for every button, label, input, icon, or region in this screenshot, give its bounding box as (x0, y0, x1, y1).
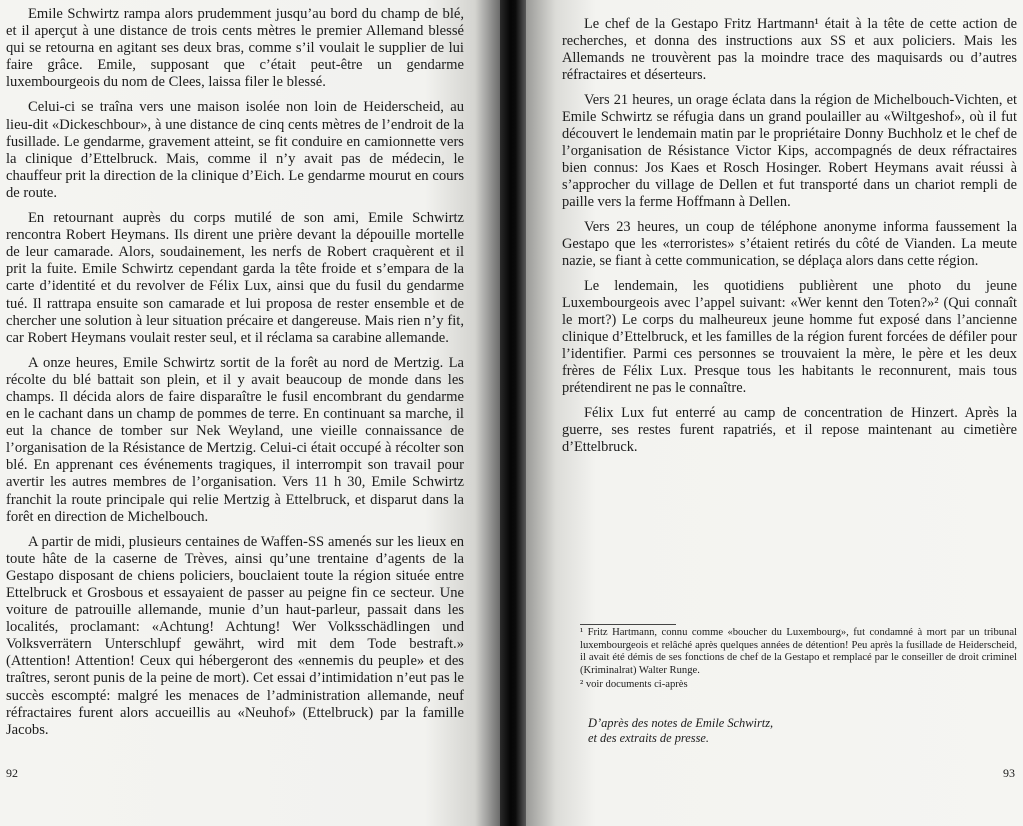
page-number-right: 93 (1003, 766, 1015, 780)
footnote-2: ² voir documents ci-après (580, 679, 688, 691)
source-credit (588, 716, 773, 746)
right-page (526, 0, 1023, 826)
right-paragraph-4: Le lendemain, les quotidiens publièrent une photo du jeune Luxembourgeois avec l’appel suivant: «Wer kennt den Toten?»² (Qui connaît le mort?) Le corps du malheureux jeune homme fut exposé dans l’ancienne clinique d’Ettelbruck, et les familles de la région furent forcées de défiler pour l’identifier. Parmi ces personnes se trouvaient la mère, le père et les deux frères de Félix Lux. Presque tous les habitants le reconnurent, mais tous prétendirent ne pas le connaître. (562, 278, 1017, 396)
right-paragraph-2: Vers 21 heures, un orage éclata dans la région de Michelbouch-Vichten, et Emile Schwirtz se réfugia dans un grand poulailler au «Wiltgeshof», où il fut découvert le lendemain matin par le propriétaire Donny Buchholz et le chef de l’organisation de Résistance Victor Kips, accompagnés de deux réfractaires bien connus: Jos Kaes et Rosch Hosinger. Robert Heymans avait réussi à s’approcher du village de Dellen et fut transporté dans un chariot rempli de paille vers la ferme Hoffmann à Dellen. (562, 92, 1017, 210)
left-paragraph-3: En retournant auprès du corps mutilé de son ami, Emile Schwirtz rencontra Robert Heymans. Ils dirent une prière devant la dépouille mortelle de leur camarade. Alors, soudainement, les nerfs de Robert craquèrent et il prit la fuite. Emile Schwirtz cependant garda la tête froide et s’empara de la carte d’identité et du revolver de Félix Lux, ainsi que du fusil du gendarme tué. Il rattrapa ensuite son camarade et lui proposa de rester ensemble et de chercher une solution à leur situation précaire et dangereuse. Mais rien n’y fit, car Robert Heymans voulait rester seul, et il réclama sa carabine allemande. (6, 210, 464, 346)
footnotes (580, 627, 1017, 694)
footnote-1: ¹ Fritz Hartmann, connu comme «boucher du Luxembourg», fut condamné à mort par un tribunal luxembourgeois et relâché après quelques années de détention! Peu après la fusillade de Heiderscheid, il avait été démis de ses fonctions de chef de la Gestapo et remplacé par le conseiller de droit criminel (Kriminalrat) Walter Runge. (580, 627, 1017, 676)
left-paragraph-4: A onze heures, Emile Schwirtz sortit de la forêt au nord de Mertzig. La récolte du blé battait son plein, et il y avait beaucoup de monde dans les champs. Il décida alors de faire disparaître le fusil encombrant du gendarme en le cachant dans un champ de pommes de terre. En continuant sa marche, il eut la chance de tomber sur Nek Weyland, une vieille connaissance de l’organisation de la Résistance de Mertzig. Celui-ci était occupé à récolter son blé. En apprenant ces événements tragiques, il interrompit son travail pour avertir les autres membres de l’organisation. Vers 11 h 30, Emile Schwirtz franchit la route principale qui relie Mertzig à Ettelbruck, et disparut dans la forêt en direction de Michelbouch. (6, 354, 464, 525)
footnote-rule (580, 624, 676, 625)
page-number-left: 92 (6, 766, 18, 780)
source-credit-line-2: et des extraits de presse. (588, 731, 710, 745)
left-paragraph-1: Emile Schwirtz rampa alors prudemment jusqu’au bord du champ de blé, et il aperçut à une distance de trois cents mètres le premier Allemand blessé qui se retourna en agitant ses deux bras, comme s’il voulait le supplier de lui faire grâce. Emile, supposant que c’était peut-être un gendarme luxembourgeois du nom de Clees, laissa filer le blessé. (6, 6, 464, 91)
left-page (0, 0, 500, 826)
left-paragraph-2: Celui-ci se traîna vers une maison isolée non loin de Heiderscheid, au lieu-dit «Dickeschbour», à une distance de cinq cents mètres de l’endroit de la fusillade. Le gendarme, gravement atteint, se fit conduire en camionnette vers la clinique d’Ettelbruck. Mais, comme il n’y avait pas de médecin, le chauffeur prit la direction de la clinique d’Eich. Le gendarme mourut en cours de route. (6, 99, 464, 201)
book-gutter (500, 0, 526, 826)
right-paragraph-3: Vers 23 heures, un coup de téléphone anonyme informa faussement la Gestapo que les «terroristes» s’étaient retirés du côté de Vianden. La meute nazie, se fiant à cette communication, se déplaça alors dans cette région. (562, 219, 1017, 269)
right-paragraph-1: Le chef de la Gestapo Fritz Hartmann¹ était à la tête de cette action de recherches, et donna des instructions aux SS et aux policiers. Mais les Allemands ne trouvèrent pas la moindre trace des maquisards ou d’autres réfractaires et déserteurs. (562, 16, 1017, 83)
source-credit-line-1: D’après des notes de Emile Schwirtz, (588, 716, 774, 730)
right-paragraph-5: Félix Lux fut enterré au camp de concentration de Hinzert. Après la guerre, ses restes furent rapatriés, et il repose maintenant au cimetière d’Ettelbruck. (562, 405, 1017, 455)
left-paragraph-5: A partir de midi, plusieurs centaines de Waffen-SS amenés sur les lieux en toute hâte de la caserne de Trèves, ainsi qu’une trentaine d’agents de la Gestapo disposant de chiens policiers, bouclaient toute la région située entre Ettelbruck et Grosbous et essayaient de passer au peigne fin ce secteur. Une voiture de patrouille allemande, munie d’un haut-parleur, passait dans les localités, proclamant: «Achtung! Achtung! Wer Volksschädlingen und Volksverrätern Unterschlupf gewährt, wird mit dem Tode bestraft.» (Attention! Attention! Ceux qui hébergeront des «ennemis du peuple» et des traîtres, seront punis de la peine de mort). Cet essai d’intimidation n’eut pas le succès escompté: malgré les menaces de l’administration allemande, neuf réfractaires furent alors accueillis au «Neuhof» (Ettelbruck) par la famille Jacobs. (6, 533, 464, 738)
